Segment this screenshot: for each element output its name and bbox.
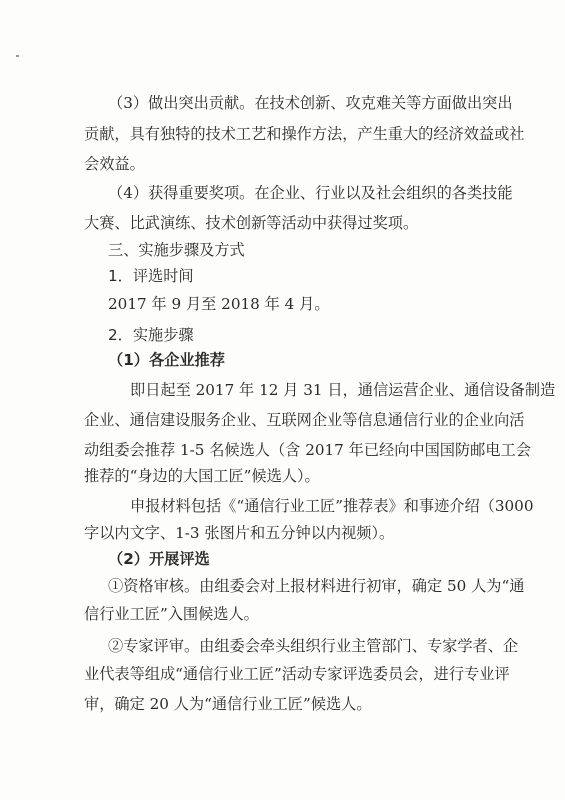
para-6-line-2: 字以内文字、1-3 张图片和五分钟以内视频）。 [84, 524, 395, 542]
para-5-line-2: 企业、通信建设服务企业、互联网企业等信息通信行业的企业向活 [84, 411, 525, 429]
para-4-line-2: 大赛、比武演练、技术创新等活动中获得过奖项。 [84, 214, 419, 232]
para-5-line-4: 推荐的“身边的大国工匠”候选人）。 [84, 467, 320, 485]
para-3-line-1: （3）做出突出贡献。在技术创新、攻克难关等方面做出突出 [108, 94, 513, 112]
para-8-line-2: 业代表等组成“通信行业工匠”活动专家评选委员会，进行专业评 [84, 665, 510, 683]
subheading-1: 1．评选时间 [108, 267, 194, 285]
para-3-line-2: 贡献，具有独特的技术工艺和操作方法，产生重大的经济效益或社 [84, 125, 525, 143]
para-5-line-3: 动组委会推荐 1-5 名候选人（含 2017 年已经向中国国防邮电工会 [84, 441, 531, 459]
schedule-text: 2017 年 9 月至 2018 年 4 月。 [108, 295, 330, 313]
para-3-line-3: 会效益。 [84, 155, 145, 173]
scan-speck [16, 55, 19, 57]
para-7-line-1: ①资格审核。由组委会对上报材料进行初审，确定 50 人为“通 [108, 577, 525, 595]
para-7-line-2: 信行业工匠”入围候选人。 [84, 605, 259, 623]
para-8-line-3: 审，确定 20 人为“通信行业工匠”候选人。 [84, 695, 372, 713]
para-4-line-1: （4）获得重要奖项。在企业、行业以及社会组织的各类技能 [108, 184, 513, 202]
para-5-line-1: 即日起至 2017 年 12 月 31 日，通信运营企业、通信设备制造 [130, 381, 556, 399]
subheading-2: 2．实施步骤 [108, 326, 194, 344]
step-2-heading: （2）开展评选 [108, 550, 210, 568]
para-8-line-1: ②专家评审。由组委会牵头组织行业主管部门、专家学者、企 [108, 637, 519, 655]
step-1-heading: （1）各企业推荐 [108, 351, 225, 369]
section-heading-3: 三、实施步骤及方式 [108, 241, 245, 259]
para-6-line-1: 申报材料包括《“通信行业工匠”推荐表》和事迹介绍（3000 [130, 497, 534, 515]
